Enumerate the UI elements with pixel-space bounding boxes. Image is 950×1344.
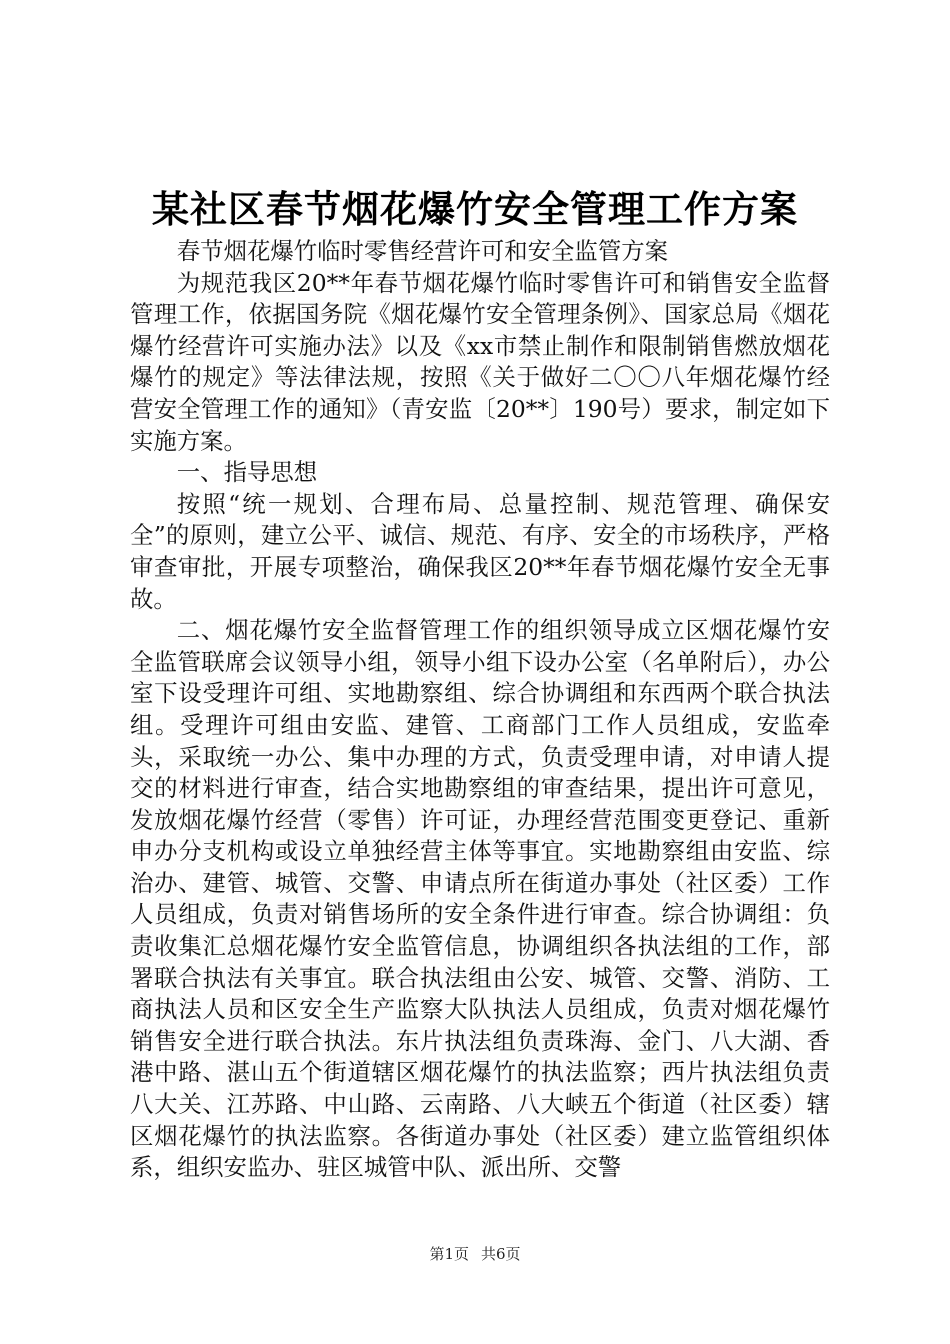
document-body — [130, 236, 830, 1184]
organization-paragraph: 二、烟花爆竹安全监督管理工作的组织领导成立区烟花爆竹安全监管联席会议领导小组，领导小组下设办公室（名单附后），办公室下设受理许可组、实地勘察组、综合协调组和东西两个联合执法组。受理许可组由安监、建管、工商部门工作人员组成，安监牵头，采取统一办公、集中办理的方式，负责受理申请，对申请人提交的材料进行审查，结合实地勘察组的审查结果，提出许可意见，发放烟花爆竹经营（零售）许可证，办理经营范围变更登记、重新申办分支机构或设立单独经营主体等事宜。实地勘察组由安监、综治办、建管、城管、交警、申请点所在街道办事处（社区委）工作人员组成，负责对销售场所的安全条件进行审查。综合协调组：负责收集汇总烟花爆竹安全监管信息，协调组织各执法组的工作，部署联合执法有关事宜。联合执法组由公安、城管、交警、消防、工商执法人员和区安全生产监察大队执法人员组成，负责对烟花爆竹销售安全进行联合执法。东片执法组负责珠海、金门、八大湖、香港中路、湛山五个街道辖区烟花爆竹的执法监察；西片执法组负责八大关、江苏路、中山路、云南路、八大峡五个街道（社区委）辖区烟花爆竹的执法监察。各街道办事处（社区委）建立监管组织体系，组织安监办、驻区城管中队、派出所、交警 — [130, 616, 830, 1182]
page-number: 第1页 — [429, 1245, 469, 1263]
section-heading-guiding-ideology: 一、指导思想 — [176, 458, 318, 487]
page-footer — [0, 1244, 950, 1264]
subtitle-paragraph: 春节烟花爆竹临时零售经营许可和安全监管方案 — [176, 237, 668, 265]
intro-paragraph: 为规范我区20**年春节烟花爆竹临时零售许可和销售安全监督管理工作，依据国务院《烟花爆竹安全管理条例》、国家总局《烟花爆竹经营许可实施办法》以及《xx市禁止制作和限制销售燃放烟花爆竹的规定》等法律法规，按照《关于做好二〇〇八年烟花爆竹经营安全管理工作的通知》（青安监〔20**〕190号）要求，制定如下实施方案。 — [130, 268, 830, 455]
page-total: 共6页 — [481, 1245, 521, 1263]
document-title: 某社区春节烟花爆竹安全管理工作方案 — [152, 187, 798, 231]
guiding-ideology-paragraph: 按照“统一规划、合理布局、总量控制、规范管理、确保安全”的原则，建立公平、诚信、规范、有序、安全的市场秩序，严格审查审批，开展专项整治，确保我区20**年春节烟花爆竹安全无事故。 — [130, 489, 830, 613]
